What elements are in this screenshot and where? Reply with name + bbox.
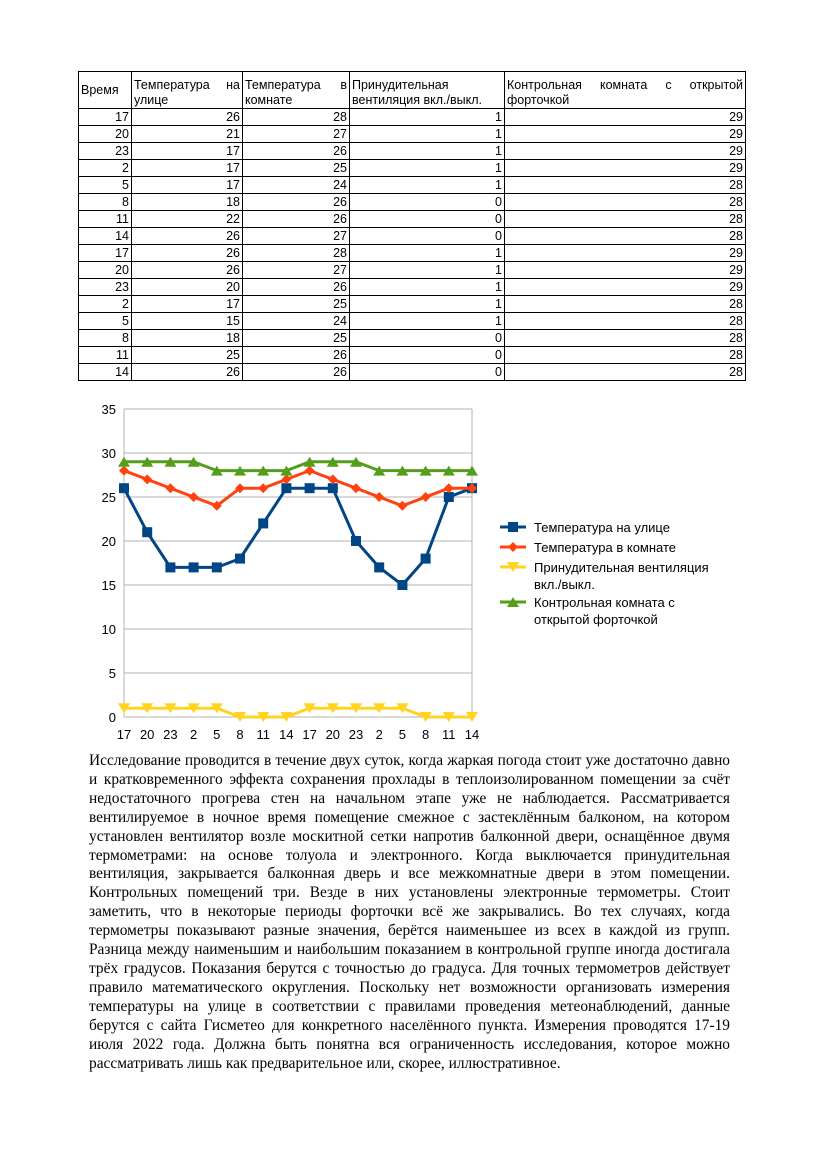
- table-cell: 28: [505, 330, 746, 347]
- table-cell: 26: [132, 262, 243, 279]
- y-tick-label: 15: [101, 578, 116, 593]
- table-cell: 17: [132, 177, 243, 194]
- table-cell: 15: [132, 313, 243, 330]
- x-tick-label: 17: [302, 727, 317, 742]
- table-cell: 28: [505, 211, 746, 228]
- legend-label: Принудительная вентиляция: [534, 560, 709, 575]
- series-4: [118, 457, 478, 476]
- table-row: [79, 313, 746, 330]
- data-point: [258, 483, 268, 493]
- x-tick-label: 23: [163, 727, 178, 742]
- header-room-temp: Температура в комнате: [243, 72, 350, 109]
- table-cell: 17: [132, 160, 243, 177]
- data-point: [212, 562, 222, 572]
- data-point: [305, 483, 315, 493]
- table-cell: 1: [350, 245, 505, 262]
- data-point: [281, 474, 291, 484]
- table-cell: 5: [79, 313, 132, 330]
- legend-label: Температура на улице: [534, 520, 670, 535]
- table-cell: 17: [132, 296, 243, 313]
- x-tick-label: 20: [325, 727, 341, 742]
- legend-label: вкл./выкл.: [534, 577, 595, 592]
- table-cell: 20: [132, 279, 243, 296]
- y-tick-label: 25: [101, 490, 116, 505]
- table-cell: 2: [79, 296, 132, 313]
- measurements-table: [78, 71, 746, 381]
- data-point: [444, 492, 454, 502]
- table-cell: 28: [505, 313, 746, 330]
- table-row: [79, 109, 746, 126]
- table-cell: 20: [79, 126, 132, 143]
- table-header-row: [79, 72, 746, 109]
- data-point: [444, 483, 454, 493]
- table-cell: 18: [132, 330, 243, 347]
- table-cell: 29: [505, 262, 746, 279]
- table-cell: 0: [350, 211, 505, 228]
- y-tick-label: 35: [101, 402, 116, 417]
- x-tick-label: 5: [213, 727, 221, 742]
- data-point: [235, 554, 245, 564]
- data-point: [305, 466, 315, 476]
- y-tick-label: 10: [101, 622, 116, 637]
- table-cell: 25: [243, 160, 350, 177]
- data-point: [142, 474, 152, 484]
- table-cell: 26: [243, 364, 350, 381]
- legend-label: Температура в комнате: [534, 540, 677, 555]
- table-cell: 17: [79, 245, 132, 262]
- table-cell: 1: [350, 126, 505, 143]
- data-point: [328, 483, 338, 493]
- x-tick-label: 5: [398, 727, 407, 742]
- table-cell: 17: [132, 143, 243, 160]
- header-ventilation: Принудительная вентиляция вкл./выкл.: [350, 72, 505, 109]
- table-row: [79, 228, 746, 245]
- x-tick-label: 14: [464, 727, 480, 742]
- table-row: [79, 143, 746, 160]
- y-axis-ticks: [102, 402, 116, 725]
- table-cell: 1: [350, 160, 505, 177]
- table-cell: 0: [350, 364, 505, 381]
- header-time: Время: [79, 72, 132, 109]
- table-row: [79, 262, 746, 279]
- table-row: [79, 279, 746, 296]
- series-line: [124, 462, 472, 471]
- legend-entry: [500, 560, 709, 592]
- table-cell: 29: [505, 126, 746, 143]
- table-cell: 1: [350, 279, 505, 296]
- x-tick-label: 11: [256, 727, 270, 742]
- table-row: [79, 194, 746, 211]
- data-point: [281, 483, 291, 493]
- table-cell: 20: [79, 262, 132, 279]
- table-cell: 25: [243, 330, 350, 347]
- table-cell: 27: [243, 228, 350, 245]
- data-point: [421, 554, 431, 564]
- table-cell: 1: [350, 262, 505, 279]
- table-cell: 26: [243, 279, 350, 296]
- table-cell: 1: [350, 143, 505, 160]
- table-row: [79, 347, 746, 364]
- data-point: [189, 562, 199, 572]
- table-cell: 26: [132, 364, 243, 381]
- y-tick-label: 5: [108, 666, 116, 681]
- table-cell: 22: [132, 211, 243, 228]
- table-cell: 29: [505, 279, 746, 296]
- table-cell: 1: [350, 109, 505, 126]
- table-cell: 17: [79, 109, 132, 126]
- data-point: [374, 562, 384, 572]
- data-point: [328, 474, 338, 484]
- x-tick-label: 20: [139, 727, 155, 742]
- table-cell: 27: [243, 262, 350, 279]
- table-cell: 26: [132, 228, 243, 245]
- table-cell: 29: [505, 160, 746, 177]
- table-row: [79, 160, 746, 177]
- y-tick-label: 0: [108, 710, 116, 725]
- table-row: [79, 330, 746, 347]
- table-cell: 1: [350, 177, 505, 194]
- table-cell: 0: [350, 330, 505, 347]
- table-cell: 8: [79, 194, 132, 211]
- data-point: [142, 527, 152, 537]
- x-axis-ticks: [117, 727, 479, 742]
- table-cell: 29: [505, 109, 746, 126]
- series-line: [124, 488, 472, 585]
- table-cell: 28: [505, 177, 746, 194]
- table-row: [79, 296, 746, 313]
- table-cell: 11: [79, 211, 132, 228]
- table-body: [79, 109, 746, 381]
- table-cell: 0: [350, 194, 505, 211]
- data-point: [258, 518, 268, 528]
- table-row: [79, 364, 746, 381]
- series-3: [118, 703, 478, 722]
- legend-label: Контрольная комната с: [534, 595, 675, 610]
- table-cell: 23: [79, 143, 132, 160]
- data-point: [165, 562, 175, 572]
- data-point: [351, 483, 361, 493]
- table-cell: 26: [132, 245, 243, 262]
- legend-entry: [500, 540, 676, 555]
- table-cell: 25: [243, 296, 350, 313]
- data-point: [374, 492, 384, 502]
- table-row: [79, 126, 746, 143]
- legend-label: открытой форточкой: [534, 612, 658, 627]
- line-chart: [80, 400, 490, 750]
- legend-swatch-marker: [508, 542, 518, 552]
- table-cell: 28: [243, 245, 350, 262]
- legend-swatch-marker: [508, 522, 518, 532]
- table-cell: 5: [79, 177, 132, 194]
- table-cell: 14: [79, 228, 132, 245]
- x-tick-label: 8: [236, 727, 244, 742]
- table-cell: 28: [505, 364, 746, 381]
- data-point: [189, 492, 199, 502]
- table-cell: 26: [243, 194, 350, 211]
- table-cell: 0: [350, 347, 505, 364]
- x-tick-label: 2: [189, 727, 198, 742]
- table-cell: 21: [132, 126, 243, 143]
- chart-legend: [498, 515, 738, 635]
- table-cell: 14: [79, 364, 132, 381]
- table-cell: 28: [505, 347, 746, 364]
- table-cell: 28: [243, 109, 350, 126]
- x-tick-label: 17: [116, 727, 132, 742]
- table-cell: 29: [505, 143, 746, 160]
- table-cell: 26: [243, 211, 350, 228]
- data-point: [421, 492, 431, 502]
- table-cell: 1: [350, 313, 505, 330]
- x-tick-label: 2: [375, 727, 383, 742]
- table-cell: 28: [505, 228, 746, 245]
- data-point: [351, 536, 361, 546]
- header-outside-temp: Температура на улице: [132, 72, 243, 109]
- legend-entry: [500, 595, 675, 627]
- table-cell: 24: [243, 313, 350, 330]
- x-tick-label: 8: [421, 727, 430, 742]
- table-row: [79, 245, 746, 262]
- table-cell: 27: [243, 126, 350, 143]
- table-cell: 0: [350, 228, 505, 245]
- table-cell: 18: [132, 194, 243, 211]
- table-cell: 24: [243, 177, 350, 194]
- x-tick-label: 11: [442, 727, 456, 742]
- data-point: [165, 483, 175, 493]
- table-cell: 25: [132, 347, 243, 364]
- table-cell: 26: [132, 109, 243, 126]
- table-cell: 2: [79, 160, 132, 177]
- x-tick-label: 23: [348, 727, 364, 742]
- y-tick-label: 30: [101, 446, 116, 461]
- table-row: [79, 211, 746, 228]
- header-control-room: Контрольная комната с открытой форточкой: [505, 72, 746, 109]
- table-cell: 26: [243, 347, 350, 364]
- table-cell: 26: [243, 143, 350, 160]
- series-line: [124, 708, 472, 717]
- legend-entry: [500, 520, 670, 535]
- table-row: [79, 177, 746, 194]
- table-cell: 8: [79, 330, 132, 347]
- data-point: [119, 483, 129, 493]
- data-point: [119, 466, 129, 476]
- table-cell: 29: [505, 245, 746, 262]
- table-cell: 1: [350, 296, 505, 313]
- data-point: [397, 580, 407, 590]
- table-cell: 28: [505, 194, 746, 211]
- body-paragraph: Исследование проводится в течение двух суток, когда жаркая погода стоит уже достаточно давно и кратковременного эффекта сохранения прохлады в теплоизолированном помещении за счёт недостаточного прогрева стен на начальном этапе уже не наблюдается. Рассматривается вентилируемое в ночное время помещение смежное с застеклённым балконом, на котором установлен вентилятор возле москитной сетки напротив балконной двери, оснащённое двумя термометрами: на основе толуола и электронного. Когда выключается принудительная вентиляция, закрывается балконная дверь и все межкомнатные двери в этом помещении. Контрольных помещений три. Везде в них установлены электронные термометры. Стоит заметить, что в некоторые периоды форточки всё же закрывались. Во тех случаях, когда термометры показывают разные значения, берётся наименьшее из всех в каждой из групп. Разница между наименьшим и наибольшим показанием в контрольной группе иногда достигала трёх градусов. Показания берутся с точностью до градуса. Для точных термометров действует правило математического округления. Поскольку нет возможности организовать измерения температуры на улице в соответствии с правилами проведения метеонаблюдений, данные берутся с сайта Гисметео для конкретного населённого пункта. Измерения проводятся 17-19 июля 2022 года. Должна быть понятна вся ограниченность исследования, которое можно рассматривать лишь как предварительное или, скорее, иллюстративное.: [89, 752, 730, 1072]
- table-cell: 28: [505, 296, 746, 313]
- x-tick-label: 14: [279, 727, 294, 742]
- y-tick-label: 20: [101, 534, 116, 549]
- table-cell: 23: [79, 279, 132, 296]
- table-cell: 11: [79, 347, 132, 364]
- data-point: [397, 501, 407, 511]
